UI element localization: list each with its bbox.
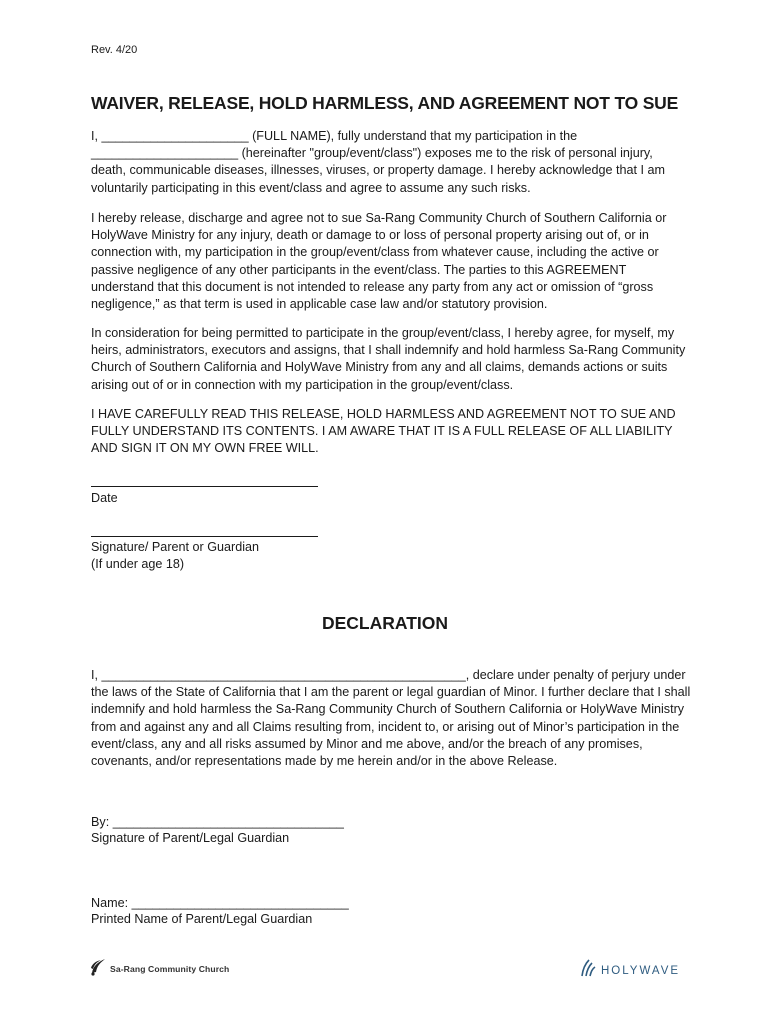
holywave-logo-text: HOLYWAVE <box>601 964 681 977</box>
by-signature-label: Signature of Parent/Legal Guardian <box>91 831 290 845</box>
date-signature-line <box>91 486 318 487</box>
date-label: Date <box>91 491 118 505</box>
name-line: Name: _______________________________ <box>91 896 349 910</box>
paragraph-participation: I, _____________________ (FULL NAME), fully understand that my participation in the _____________________ (hereinafter "group/event/class") exposes me to the risk of personal injury, death, communicable diseases, illnesses, viruses, or property damage. I hereby acknowledge that I am voluntarily participating in this event/class and agree to assume any such risks. <box>91 129 666 195</box>
guardian-age-note: (If under age 18) <box>91 557 185 571</box>
sarang-logo-text: Sa-Rang Community Church <box>110 963 230 974</box>
sarang-logo <box>89 956 229 981</box>
holywave-logo <box>580 959 680 982</box>
guardian-signature-line <box>91 536 318 537</box>
declaration-text: I, ____________________________________________________, declare under penalty of perjury under the laws of the State of California that I am the parent or legal guardian of Minor. I further declare that I shall indemnify and hold harmless the Sa-Rang Community Church of Southern California or HolyWave Ministry from and against any and all Claims resulting from, incident to, or arising out of Minor’s participation in the event/class, any and all risks assumed by Minor and me above, and/or the breach of any promises, covenants, and/or representations made by me herein and/or in the above Release. <box>91 668 691 769</box>
printed-name-label: Printed Name of Parent/Legal Guardian <box>91 912 313 926</box>
document-title: WAIVER, RELEASE, HOLD HARMLESS, AND AGREEMENT NOT TO SUE <box>91 93 679 113</box>
paragraph-acknowledgement: I HAVE CAREFULLY READ THIS RELEASE, HOLD HARMLESS AND AGREEMENT NOT TO SUE AND FULLY UNDERSTAND ITS CONTENTS. I AM AWARE THAT IT IS A FULL RELEASE OF ALL LIABILITY AND SIGN IT ON MY OWN FREE WILL. <box>91 407 676 456</box>
paragraph-release: I hereby release, discharge and agree not to sue Sa-Rang Community Church of Southern California or HolyWave Ministry for any injury, death or damage to or loss of personal property arising out of, or in connection with, my participation in the group/event/class from whatever cause, including the active or passive negligence of any other participants in the event/class. The parties to this AGREEMENT understand that this document is not intended to release any party from any act or omission of “gross negligence,” as that term is used in applicable case law and/or statutory provision. <box>91 211 667 312</box>
holywave-wave-icon <box>580 959 596 982</box>
declaration-title: DECLARATION <box>321 613 449 633</box>
revision-label: Rev. 4/20 <box>91 44 138 56</box>
guardian-signature-label: Signature/ Parent or Guardian <box>91 540 260 554</box>
paragraph-indemnify: In consideration for being permitted to participate in the group/event/class, I hereby agree, for myself, my heirs, administrators, executors and assigns, that I shall indemnify and hold harmless Sa-Rang Community Church of Southern California and HolyWave Ministry from any and all claims, demands actions or suits arising out of or in connection with my participation in the group/event/class. <box>91 326 686 392</box>
sarang-swoosh-icon <box>89 956 107 981</box>
by-signature-line: By: _________________________________ <box>91 815 344 829</box>
